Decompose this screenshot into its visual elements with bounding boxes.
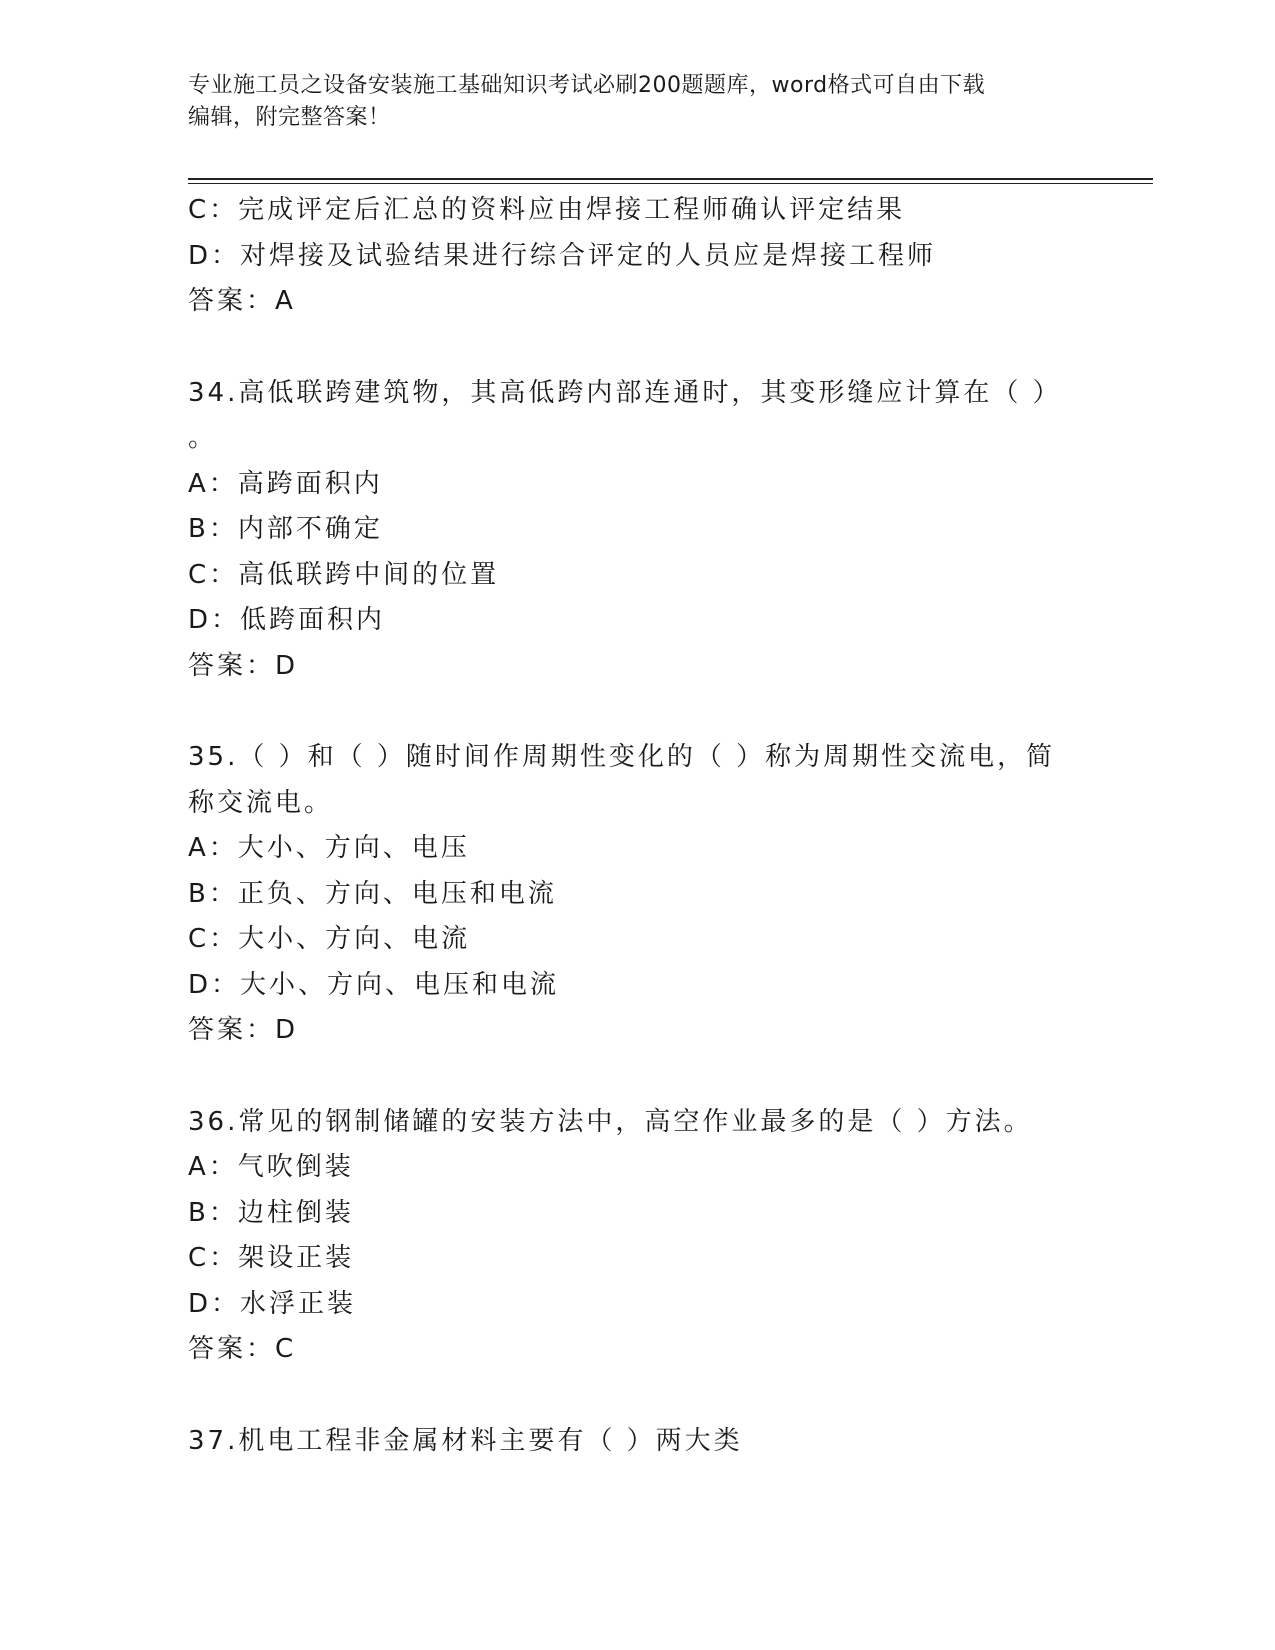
answer: 答案：C [188, 1334, 297, 1364]
document-header [188, 70, 1068, 134]
question-34 [188, 371, 1088, 690]
option-b: B：内部不确定 [188, 514, 383, 544]
answer: 答案：D [188, 1015, 299, 1045]
question-33 [188, 188, 1088, 325]
spacer [188, 325, 1088, 371]
header-line-1: 专业施工员之设备安装施工基础知识考试必刷200题题库，word格式可自由下载 [188, 73, 986, 98]
spacer [188, 689, 1088, 735]
question-text-line-2: 称交流电。 [188, 787, 334, 818]
option-a: A：大小、方向、电压 [188, 833, 470, 863]
header-divider-thick [188, 178, 1153, 180]
option-c: C：架设正装 [188, 1243, 355, 1273]
question-text-line-2: 。 [188, 423, 218, 453]
question-text-line-1: 34.高低联跨建筑物，其高低跨内部连通时，其变形缝应计算在（ ） [188, 377, 1062, 408]
question-list [188, 188, 1088, 1464]
question-text-line-1: 37.机电工程非金属材料主要有（ ）两大类 [188, 1425, 743, 1456]
option-a: A：气吹倒装 [188, 1152, 354, 1182]
option-b: B：正负、方向、电压和电流 [188, 878, 557, 909]
spacer [188, 1054, 1088, 1100]
spacer [188, 1373, 1088, 1419]
option-c: C：完成评定后汇总的资料应由焊接工程师确认评定结果 [188, 195, 906, 225]
header-divider-thin [188, 183, 1153, 184]
question-37 [188, 1419, 1088, 1465]
answer: 答案：A [188, 286, 296, 316]
option-d: D：水浮正装 [188, 1288, 357, 1319]
option-a: A：高跨面积内 [188, 468, 383, 499]
option-d: D：低跨面积内 [188, 605, 386, 635]
question-text-line-1: 35.（ ）和（ ）随时间作周期性变化的（ ）称为周期性交流电，简 [188, 742, 1056, 772]
question-36 [188, 1100, 1088, 1373]
option-d: D：对焊接及试验结果进行综合评定的人员应是焊接工程师 [188, 240, 937, 271]
question-text-line-1: 36.常见的钢制储罐的安装方法中，高空作业最多的是（ ）方法。 [188, 1106, 1033, 1137]
option-b: B：边柱倒装 [188, 1197, 354, 1228]
question-35 [188, 735, 1088, 1054]
header-line-2: 编辑，附完整答案！ [188, 105, 391, 130]
answer: 答案：D [188, 650, 299, 681]
option-c: C：大小、方向、电流 [188, 924, 471, 954]
option-c: C：高低联跨中间的位置 [188, 559, 500, 590]
option-d: D：大小、方向、电压和电流 [188, 969, 560, 1000]
